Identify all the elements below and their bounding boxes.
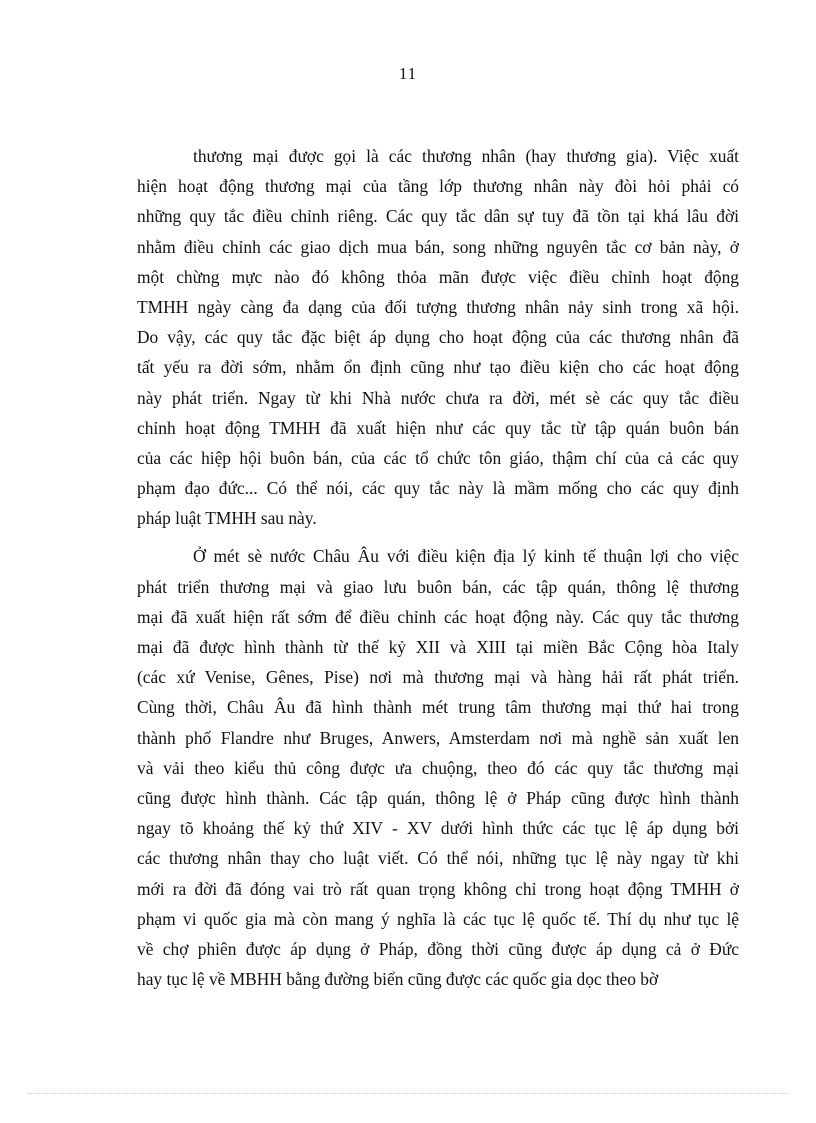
text-line: và vải theo kiểu thủ công được ưa chuộng, theo đó các quy tắc thương mại [137,757,739,778]
text-line: thành phố Flandre như Bruges, Anwers, Amsterdam nơi mà nghề sản xuất len [137,727,739,748]
text-line: nhằm điều chỉnh các giao dịch mua bán, song những nguyên tắc cơ bản này, ở [137,236,739,257]
text-line: phạm vi quốc gia mà còn mang ý nghĩa là các tục lệ quốc tế. Thí dụ như tục lệ [137,908,739,929]
text-line: phạm đạo đức... Có thể nói, các quy tắc này là mầm mống cho các quy định [137,478,739,499]
text-line: ngay tõ khoảng thế kỷ thứ XIV - XV dưới hình thức các tục lệ áp dụng bởi [137,818,739,839]
text-line: Ở mét sè nước Châu Âu với điều kiện địa lý kinh tế thuận lợi cho việc [193,546,739,567]
text-line: của các hiệp hội buôn bán, của các tổ chức tôn giáo, thậm chí của cả các quy [137,447,739,468]
text-line: Cùng thời, Châu Âu đã hình thành mét trung tâm thương mại thứ hai trong [137,697,739,718]
text-line: hiện hoạt động thương mại của tầng lớp thương nhân này đòi hỏi phải có [137,176,739,197]
page-number: 11 [398,64,418,83]
paragraph-1 [137,141,739,533]
text-line: mại đã được hình thành từ thế kỷ XII và XIII tại miền Bắc Cộng hòa Italy [137,637,739,657]
page-bottom-divider [28,1093,788,1094]
text-line: những quy tắc điều chỉnh riêng. Các quy tắc dân sự tuy đã tồn tại khá lâu đời [137,206,739,227]
text-line: một chừng mực nào đó không thỏa mãn được việc điều chỉnh hoạt động [137,266,739,287]
text-line: về chợ phiên được áp dụng ở Pháp, đồng thời cũng được áp dụng cả ở Đức [137,938,739,959]
paragraph-2 [137,541,739,994]
text-line: hay tục lệ về MBHH bằng đường biển cũng được các quốc gia dọc theo bờ [137,969,659,990]
text-line: chỉnh hoạt động TMHH đã xuất hiện như các quy tắc từ tập quán buôn bán [137,417,739,438]
text-line: này phát triển. Ngay từ khi Nhà nước chưa ra đời, mét sè các quy tắc điều [137,387,739,408]
text-line: pháp luật TMHH sau này. [137,508,317,529]
body-text [137,141,739,994]
text-line: Do vậy, các quy tắc đặc biệt áp dụng cho hoạt động của các thương nhân đã [137,327,739,348]
text-line: các thương nhân thay cho luật viết. Có thể nói, những tục lệ này ngay từ khi [137,848,739,869]
text-line: cũng được hình thành. Các tập quán, thông lệ ở Pháp cũng được hình thành [137,787,739,808]
text-line: mới ra đời đã đóng vai trò rất quan trọng không chỉ trong hoạt động TMHH ở [137,878,739,899]
text-line: thương mại được gọi là các thương nhân (hay thương gia). Việc xuất [193,146,739,166]
text-line: mại đã xuất hiện rất sớm để điều chỉnh các hoạt động này. Các quy tắc thương [137,606,739,627]
paragraph-spacing [137,533,739,541]
text-line: phát triển thương mại và giao lưu buôn bán, các tập quán, thông lệ thương [137,576,739,597]
text-line: (các xứ Venise, Gênes, Pise) nơi mà thương mại và hàng hải rất phát triển. [137,667,739,688]
text-line: tất yếu ra đời sớm, nhằm ổn định cũng như tạo điều kiện cho các hoạt động [137,357,739,378]
text-line: TMHH ngày càng đa dạng của đối tượng thương nhân nảy sinh trong xã hội. [137,296,739,317]
